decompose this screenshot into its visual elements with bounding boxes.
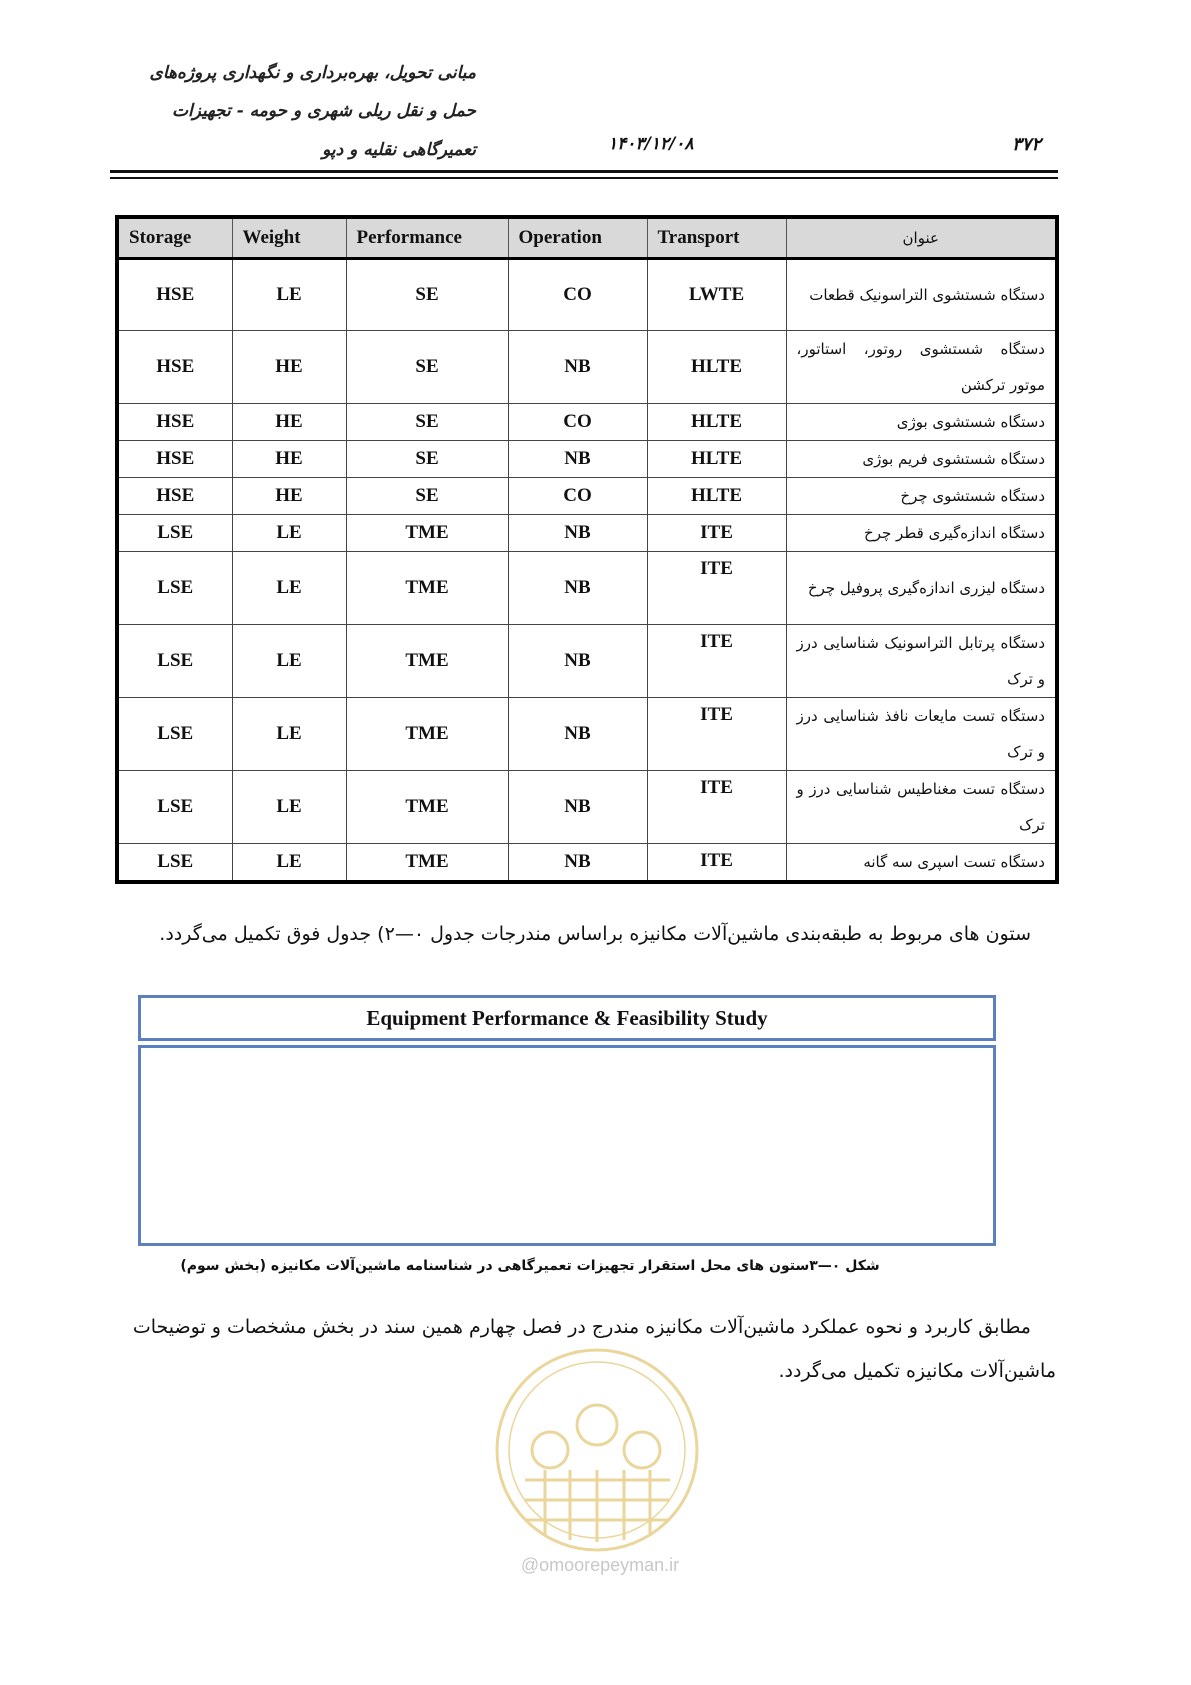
cell-storage: LSE — [117, 625, 232, 698]
col-header-storage: Storage — [117, 217, 232, 259]
cell-storage: HSE — [117, 404, 232, 441]
cell-weight: LE — [232, 698, 346, 771]
cell-operation: NB — [508, 625, 647, 698]
cell-performance: TME — [346, 698, 508, 771]
table-row — [117, 404, 1057, 441]
cell-title: دستگاه تست اسپری سه گانه — [786, 844, 1057, 883]
cell-transport: ITE — [647, 625, 786, 698]
cell-performance: TME — [346, 552, 508, 625]
page-number: ۳۷۲ — [1012, 134, 1042, 155]
cell-storage: HSE — [117, 331, 232, 404]
cell-weight: LE — [232, 844, 346, 883]
cell-performance: TME — [346, 844, 508, 883]
figure-content-box — [138, 1045, 996, 1246]
cell-operation: NB — [508, 441, 647, 478]
col-header-transport: Transport — [647, 217, 786, 259]
cell-storage: LSE — [117, 844, 232, 883]
cell-weight: HE — [232, 404, 346, 441]
doc-date: ۱۴۰۳/۱۲/۰۸ — [608, 134, 694, 154]
table-row — [117, 259, 1057, 331]
cell-transport: ITE — [647, 552, 786, 625]
cell-transport: HLTE — [647, 404, 786, 441]
cell-weight: LE — [232, 771, 346, 844]
cell-operation: NB — [508, 331, 647, 404]
figure-title-box — [138, 995, 996, 1041]
cell-title: دستگاه شستشوی بوژی — [786, 404, 1057, 441]
table-row — [117, 698, 1057, 771]
cell-storage: HSE — [117, 259, 232, 331]
cell-transport: HLTE — [647, 478, 786, 515]
cell-title: دستگاه تست مایعات نافذ شناسایی درز و ترک — [786, 698, 1057, 771]
table-row — [117, 331, 1057, 404]
cell-weight: HE — [232, 478, 346, 515]
doc-title-line1: مبانی تحویل، بهره‌برداری و نگهداری پروژه‌های — [149, 63, 476, 83]
cell-title: دستگاه لیزری اندازه‌گیری پروفیل چرخ — [786, 552, 1057, 625]
table-row — [117, 478, 1057, 515]
cell-performance: SE — [346, 259, 508, 331]
cell-title: دستگاه تست مغناطیس شناسایی درز و ترک — [786, 771, 1057, 844]
cell-transport: ITE — [647, 771, 786, 844]
col-header-title: عنوان — [786, 217, 1057, 259]
cell-operation: NB — [508, 515, 647, 552]
col-header-weight: Weight — [232, 217, 346, 259]
cell-storage: HSE — [117, 478, 232, 515]
cell-weight: LE — [232, 625, 346, 698]
doc-title-line3: تعمیرگاهی نقلیه و دپو — [322, 140, 476, 160]
cell-operation: NB — [508, 552, 647, 625]
table-header-row — [117, 217, 1057, 259]
cell-performance: SE — [346, 331, 508, 404]
table-row — [117, 771, 1057, 844]
cell-title: دستگاه شستشوی فریم بوژی — [786, 441, 1057, 478]
cell-storage: LSE — [117, 771, 232, 844]
col-header-performance: Performance — [346, 217, 508, 259]
table-row — [117, 515, 1057, 552]
cell-performance: TME — [346, 625, 508, 698]
col-header-operation: Operation — [508, 217, 647, 259]
header-rule-thin — [110, 177, 1058, 179]
cell-transport: HLTE — [647, 441, 786, 478]
cell-storage: LSE — [117, 698, 232, 771]
cell-operation: CO — [508, 478, 647, 515]
cell-weight: LE — [232, 552, 346, 625]
table-row — [117, 844, 1057, 883]
cell-transport: ITE — [647, 698, 786, 771]
cell-operation: CO — [508, 259, 647, 331]
cell-operation: NB — [508, 698, 647, 771]
table-row — [117, 552, 1057, 625]
cell-storage: HSE — [117, 441, 232, 478]
cell-performance: TME — [346, 771, 508, 844]
body-paragraph-1: ستون های مربوط به طبقه‌بندی ماشین‌آلات مکانیزه براساس مندرجات جدول ۰—۲) جدول فوق تکمیل می‌گردد. — [159, 923, 1031, 945]
doc-title-line2: حمل و نقل ریلی شهری و حومه - تجهیزات — [171, 101, 476, 121]
equipment-table — [115, 215, 1059, 884]
cell-operation: NB — [508, 844, 647, 883]
cell-performance: SE — [346, 404, 508, 441]
header-rule-thick — [110, 170, 1058, 173]
cell-title: دستگاه شستشوی روتور، استاتور، موتور ترکشن — [786, 331, 1057, 404]
cell-performance: SE — [346, 441, 508, 478]
cell-storage: LSE — [117, 552, 232, 625]
figure-caption: شکل ۰—۳ستون های محل استقرار تجهیزات تعمیرگاهی در شناسنامه ماشین‌آلات مکانیزه (بخش سوم) — [180, 1258, 880, 1274]
cell-storage: LSE — [117, 515, 232, 552]
cell-transport: HLTE — [647, 331, 786, 404]
cell-operation: CO — [508, 404, 647, 441]
cell-performance: TME — [346, 515, 508, 552]
cell-title: دستگاه شستشوی چرخ — [786, 478, 1057, 515]
cell-performance: SE — [346, 478, 508, 515]
cell-title: دستگاه اندازه‌گیری قطر چرخ — [786, 515, 1057, 552]
cell-weight: HE — [232, 441, 346, 478]
cell-title: دستگاه شستشوی التراسونیک قطعات — [786, 259, 1057, 331]
cell-weight: LE — [232, 259, 346, 331]
table-row — [117, 441, 1057, 478]
watermark-url: @omoorepeyman.ir — [520, 1555, 680, 1575]
cell-transport: ITE — [647, 844, 786, 883]
cell-weight: LE — [232, 515, 346, 552]
cell-weight: HE — [232, 331, 346, 404]
cell-transport: LWTE — [647, 259, 786, 331]
body-paragraph-2-line2: ماشین‌آلات مکانیزه تکمیل می‌گردد. — [778, 1360, 1056, 1382]
cell-title: دستگاه پرتابل التراسونیک شناسایی درز و ترک — [786, 625, 1057, 698]
cell-operation: NB — [508, 771, 647, 844]
body-paragraph-2-line1: مطابق کاربرد و نحوه عملکرد ماشین‌آلات مکانیزه مندرج در فصل چهارم همین سند در بخش مشخصات و توضیحات — [132, 1316, 1031, 1338]
cell-transport: ITE — [647, 515, 786, 552]
publisher-stamp-icon — [490, 1330, 705, 1570]
table-row — [117, 625, 1057, 698]
figure-box-title: Equipment Performance & Feasibility Study — [366, 1006, 768, 1030]
